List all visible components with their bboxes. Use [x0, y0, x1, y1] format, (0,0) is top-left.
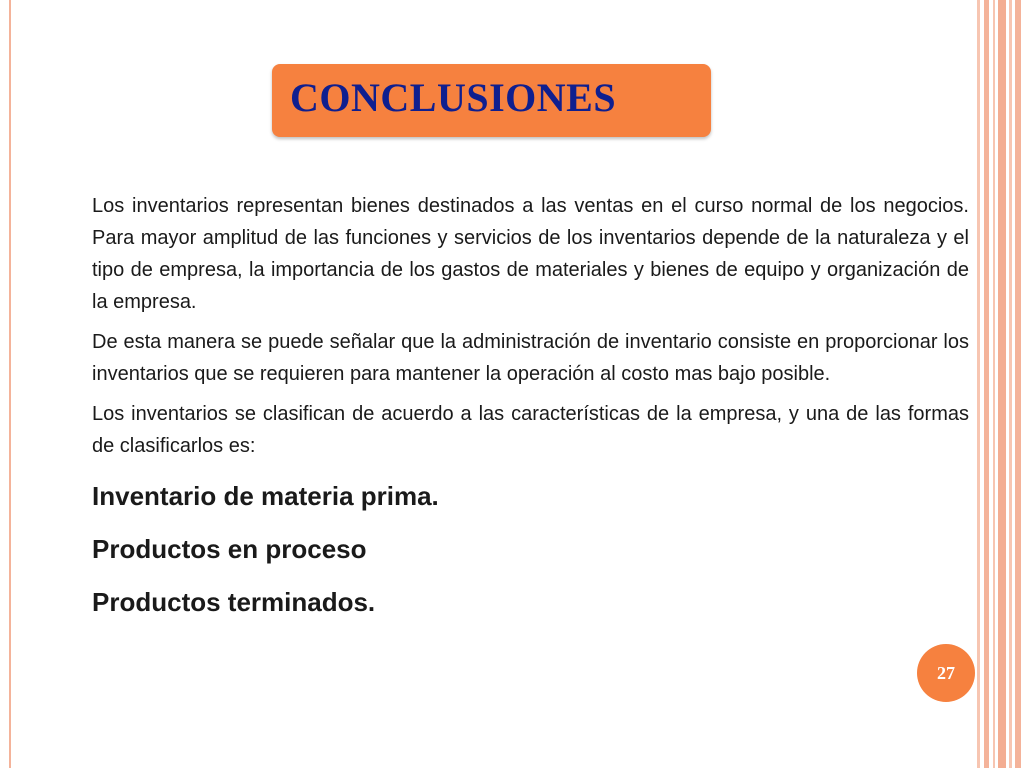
slide-title: CONCLUSIONES: [290, 75, 617, 120]
right-decorative-stripe: [984, 0, 989, 768]
slide-body: [92, 190, 969, 629]
page-number-badge: [917, 644, 975, 702]
left-decorative-line: [9, 0, 11, 768]
classification-item: Productos en proceso: [92, 534, 367, 564]
right-decorative-stripe: [977, 0, 980, 768]
body-paragraph: Los inventarios se clasifican de acuerdo a las características de la empresa, y una de las formas de clasificarlos es:: [92, 403, 969, 457]
page-number: 27: [937, 662, 955, 683]
right-decorative-stripe: [1009, 0, 1012, 768]
right-decorative-stripe: [1015, 0, 1021, 768]
classification-item: Inventario de materia prima.: [92, 481, 439, 511]
classification-item: Productos terminados.: [92, 587, 376, 617]
right-decorative-stripe: [998, 0, 1006, 768]
body-paragraph: Los inventarios representan bienes destinados a las ventas en el curso normal de los negocios. Para mayor amplitud de las funciones y servicios de los inventarios depende de la naturaleza y el tipo de empresa, la importancia de los gastos de materiales y bienes de equipo y organización de la empresa.: [92, 195, 969, 313]
right-decorative-stripe: [993, 0, 995, 768]
slide-title-box: [272, 64, 711, 137]
body-paragraph: De esta manera se puede señalar que la administración de inventario consiste en proporcionar los inventarios que se requieren para mantener la operación al costo mas bajo posible.: [92, 331, 969, 385]
